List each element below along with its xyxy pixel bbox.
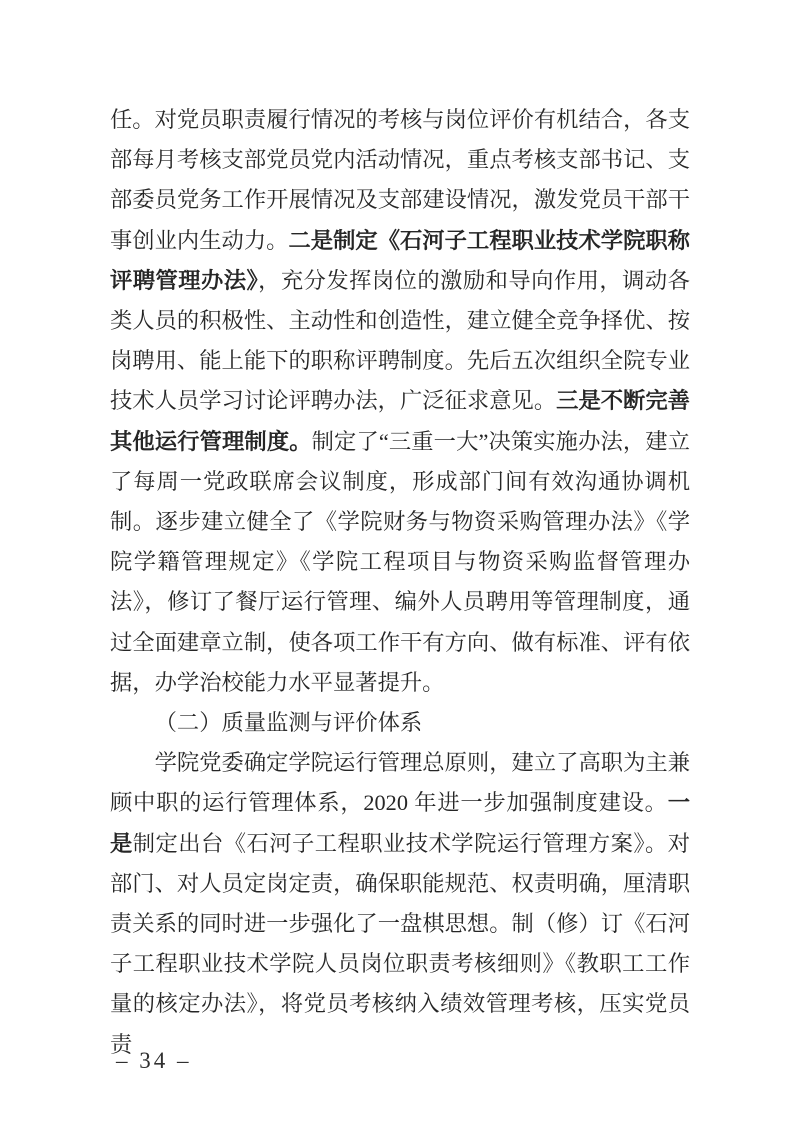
bold-text-run: 二是制定《石河子工程职业技术学院职称评聘管理办法》: [110, 227, 690, 293]
document-body: [110, 100, 690, 1065]
bold-text-run: 一是: [110, 790, 690, 856]
text-run: 制定出台《石河子工程职业技术学院运行管理方案》。对部门、对人员定岗定责，确保职能规范、权责明确，厘清职责关系的同时进一步强化了一盘棋思想。制（修）订《石河子工程职业技术学院人员岗位职责考核细则》《教职工工作量的核定办法》，将党员考核纳入绩效管理考核，压实党员责: [110, 830, 690, 1057]
page-number: – 34 –: [116, 1048, 192, 1073]
bold-text-run: 三是不断完善其他运行管理制度。: [110, 388, 690, 454]
text-run: 学院党委确定学院运行管理总原则，建立了高职为主兼顾中职的运行管理体系，2020 年进一步加强制度建设。: [110, 750, 690, 816]
paragraph: [110, 743, 690, 1065]
paragraph: [110, 100, 690, 703]
text-run: ，充分发挥岗位的激励和导向作用，调动各类人员的积极性、主动性和创造性，建立健全竞争择优、按岗聘用、能上能下的职称评聘制度。先后五次组织全院专业技术人员学习讨论评聘办法，广泛征求意见。: [110, 267, 690, 414]
text-run: 任。对党员职责履行情况的考核与岗位评价有机结合，各支部每月考核支部党员党内活动情况，重点考核支部书记、支部委员党务工作开展情况及支部建设情况，激发党员干部干事创业内生动力。: [110, 107, 690, 253]
section-heading: [110, 703, 690, 743]
text-run: （二）质量监测与评价体系: [154, 710, 423, 736]
text-run: 制定了“三重一大”决策实施办法，建立了每周一党政联席会议制度，形成部门间有效沟通协调机制。逐步建立健全了《学院财务与物资采购管理办法》《学院学籍管理规定》《学院工程项目与物资采购监督管理办法》，修订了餐厅运行管理、编外人员聘用等管理制度，通过全面建章立制，使各项工作干有方向、做有标准、评有依据，办学治校能力水平显著提升。: [110, 428, 690, 695]
